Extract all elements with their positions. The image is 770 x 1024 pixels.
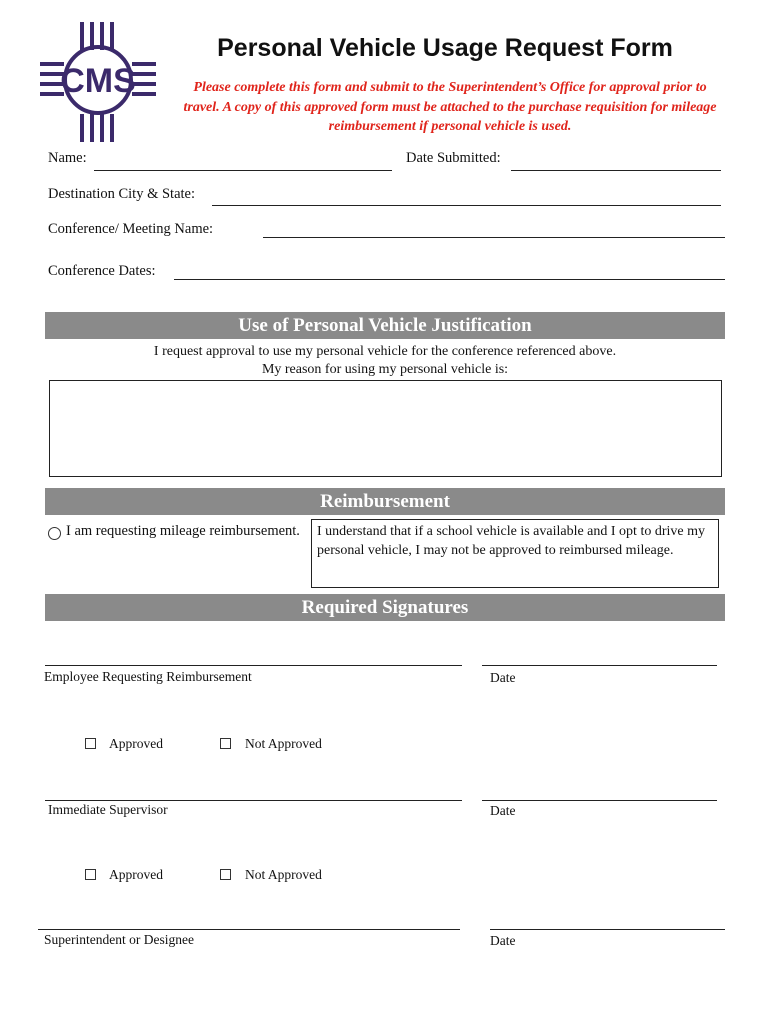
justification-line-2: My reason for using my personal vehicle is:: [261, 362, 509, 377]
reimbursement-notice-box: [311, 519, 719, 588]
reimbursement-heading: Reimbursement: [45, 488, 725, 515]
justification-heading: Use of Personal Vehicle Justification: [45, 312, 725, 339]
supervisor-approved-label: Approved: [109, 736, 163, 751]
conference-dates-label: Conference Dates:: [48, 263, 156, 279]
name-field[interactable]: [94, 170, 392, 171]
supervisor-signature-line[interactable]: [45, 800, 462, 801]
reimbursement-notice: I understand that if a school vehicle is available and I opt to drive my personal vehicle, I may not be approved to reimbursed mileage.: [317, 524, 705, 558]
conference-name-field[interactable]: [263, 237, 725, 238]
instructions: Please complete this form and submit to the Superintendent’s Office for approval prior to travel. A copy of this approved form must be attached to the purchase requisition for mileage reimbursement if personal vehicle is used.: [183, 80, 717, 134]
superintendent-not-approved-checkbox[interactable]: [220, 869, 231, 880]
supervisor-date-line[interactable]: [482, 800, 717, 801]
superintendent-signature-label: Superintendent or Designee: [44, 932, 194, 947]
date-submitted-field[interactable]: [511, 170, 721, 171]
employee-signature-label: Employee Requesting Reimbursement: [44, 669, 252, 684]
supervisor-signature-label: Immediate Supervisor: [48, 802, 168, 817]
supervisor-date-label: Date: [490, 803, 516, 818]
conference-dates-field[interactable]: [174, 279, 725, 280]
employee-date-line[interactable]: [482, 665, 717, 666]
date-submitted-label: Date Submitted:: [406, 150, 501, 166]
name-label: Name:: [48, 150, 87, 166]
superintendent-signature-line[interactable]: [38, 929, 460, 930]
superintendent-date-line[interactable]: [490, 929, 725, 930]
justification-reason-textarea[interactable]: [49, 380, 722, 477]
employee-date-label: Date: [490, 670, 516, 685]
destination-field[interactable]: [212, 205, 721, 206]
form-title: Personal Vehicle Usage Request Form: [217, 34, 673, 62]
supervisor-not-approved-label: Not Approved: [245, 736, 322, 751]
conference-name-label: Conference/ Meeting Name:: [48, 221, 214, 237]
supervisor-approved-checkbox[interactable]: [85, 738, 96, 749]
superintendent-approved-label: Approved: [109, 867, 163, 882]
mileage-radio-label: I am requesting mileage reimbursement.: [66, 523, 300, 539]
superintendent-approved-checkbox[interactable]: [85, 869, 96, 880]
signatures-heading: Required Signatures: [45, 594, 725, 621]
destination-label: Destination City & State:: [48, 186, 196, 202]
justification-line-1: I request approval to use my personal vehicle for the conference referenced above.: [153, 344, 617, 359]
supervisor-not-approved-checkbox[interactable]: [220, 738, 231, 749]
logo-text: CMS: [60, 62, 136, 100]
superintendent-date-label: Date: [490, 933, 516, 948]
employee-signature-line[interactable]: [45, 665, 462, 666]
cms-logo: [38, 20, 158, 144]
mileage-radio[interactable]: [48, 527, 61, 540]
superintendent-not-approved-label: Not Approved: [245, 867, 322, 882]
